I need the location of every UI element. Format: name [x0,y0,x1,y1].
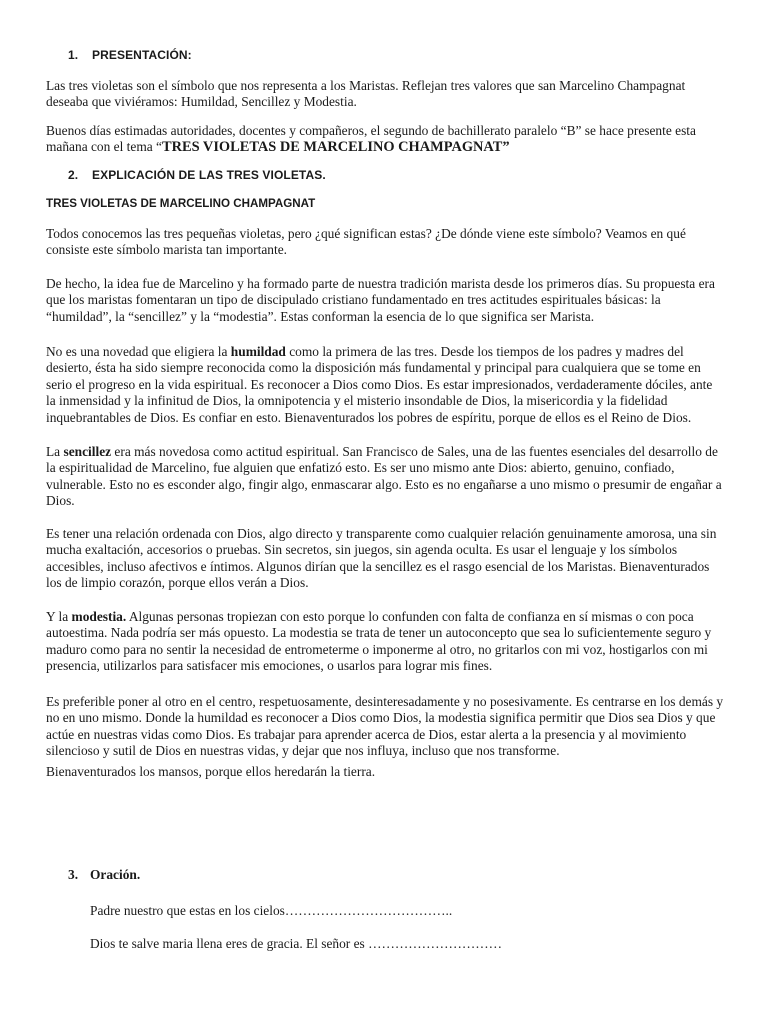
paragraph-relacion: Es tener una relación ordenada con Dios, algo directo y transparente como cualquier relación genuinamente amorosa, una sin mucha exaltación, accesorios o pruebas. Sin secretos, sin juegos, sin agenda oculta. Es usar el lenguaje y los símbolos accesibles, incluso afectivos e íntimos. Algunos dirían que la sencillez es el rasgo esencial de los Maristas. Bienaventurados los de limpio corazón, porque ellos verán a Dios. [46,526,717,591]
section-heading-oracion [68,867,140,883]
paragraph-modestia [46,609,724,675]
paragraph-centro: Es preferible poner al otro en el centro, respetuosamente, desinteresadamente y no posesivamente. Es centrarse en los demás y no en uno mismo. Donde la humildad es reconocer a Dios como Dios, la modestia significa permitir que Dios sea Dios y que actúe en nuestras vidas como Dios. Es trabajar para aprender acerca de Dios, estar alerta a la presencia y al movimiento silencioso y sutil de Dios en nuestras vidas, y dejar que nos influya, incluso que nos transforme. [46,694,724,759]
text-run: Algunas personas tropiezan con esto porque lo confunden con falta de confianza en sí mismas o con poca autoestima. Nada podría ser más opuesto. La modestia se trata de tener un autoconcepto que sea lo suficientemente seguro y maduro como para no sentir la necesidad de entrometerme o imponerme al otro, no gritarlos con mi voz, hostigarlos con mi presencia, utilizarlos para satisfacer mis emociones, o usarlos para lograr mis fines. [46,609,712,674]
section-number: 2. [68,168,79,182]
keyword-sencillez: sencillez [63,444,112,459]
paragraph-greeting [46,123,724,156]
theme-title: TRES VIOLETAS DE MARCELINO CHAMPAGNAT” [162,139,510,156]
paragraph-humildad [46,344,724,426]
section-number: 3. [68,867,79,882]
text-run: era más novedosa como actitud espiritual. San Francisco de Sales, una de las fuentes esenciales del desarrollo de la espiritualidad de Marcelino, fue alguien que enfatizó esto. Es ser uno mismo ante Dios: abierto, genuino, confiado, vulnerable. Esto no es esconder algo, fingir algo, enmascarar algo. Esto es no engañarse a uno mismo o presumir de engañar a Dios. [46,444,722,509]
section-heading-explicacion [68,168,326,182]
text-run: No es una novedad que eligiera la [46,344,231,359]
text-run: La [46,444,64,459]
paragraph-mansos: Bienaventurados los mansos, porque ellos heredarán la tierra. [46,764,376,779]
greeting-text: Buenos días estimadas autoridades, docentes y compañeros, el segundo de bachillerato paralelo “B” se hace presente esta mañana con el tema “ [46,123,696,155]
section-title: EXPLICACIÓN DE LAS TRES VIOLETAS. [92,168,326,182]
prayer-ave-maria: Dios te salve maria llena eres de gracia. El señor es ………………………… [90,936,503,951]
subtitle: TRES VIOLETAS DE MARCELINO CHAMPAGNAT [46,197,316,210]
paragraph-sencillez [46,444,724,510]
text-run: Y la [46,609,72,624]
paragraph-intro: Las tres violetas son el símbolo que nos representa a los Maristas. Reflejan tres valores que san Marcelino Champagnat deseaba que viviéramos: Humildad, Sencillez y Modestia. [46,78,686,110]
keyword-modestia: modestia. [71,609,127,624]
section-number: 1. [68,48,79,62]
text-run: como la primera de las tres. Desde los tiempos de los padres y madres del desierto, ésta ha sido siempre reconocida como la disposición más fundamental y principal para cualquiera que se tome en serio el progreso en la vida espiritual. Es reconocer a Dios como Dios. Es estar impresionados, verdaderamente dóciles, ante la inmensidad y la infinitud de Dios, la omnipotencia y el misterio insondable de Dios, la misericordia y la fidelidad inquebrantables de Dios. Es confiar en esto. Bienaventurados los pobres de espíritu, porque de ellos es el Reino de Dios. [46,344,713,425]
section-title: Oración. [90,867,141,882]
section-title: PRESENTACIÓN: [92,48,192,62]
keyword-humildad: humildad [230,344,286,359]
paragraph-symbol: Todos conocemos las tres pequeñas violetas, pero ¿qué significan estas? ¿De dónde viene este símbolo? Veamos en qué consiste este símbolo marista tan importante. [46,226,686,258]
section-heading-presentacion [68,48,192,62]
prayer-padre-nuestro: Padre nuestro que estas en los cielos……………………………….. [90,903,453,918]
paragraph-origin: De hecho, la idea fue de Marcelino y ha formado parte de nuestra tradición marista desde los primeros días. Su propuesta era que los maristas fomentaran un tipo de discipulado cristiano fundamentado en tres actitudes espirituales básicas: la “humildad”, la “sencillez” y la “modestia”. Estas conforman la esencia de lo que significa ser Marista. [46,276,715,324]
